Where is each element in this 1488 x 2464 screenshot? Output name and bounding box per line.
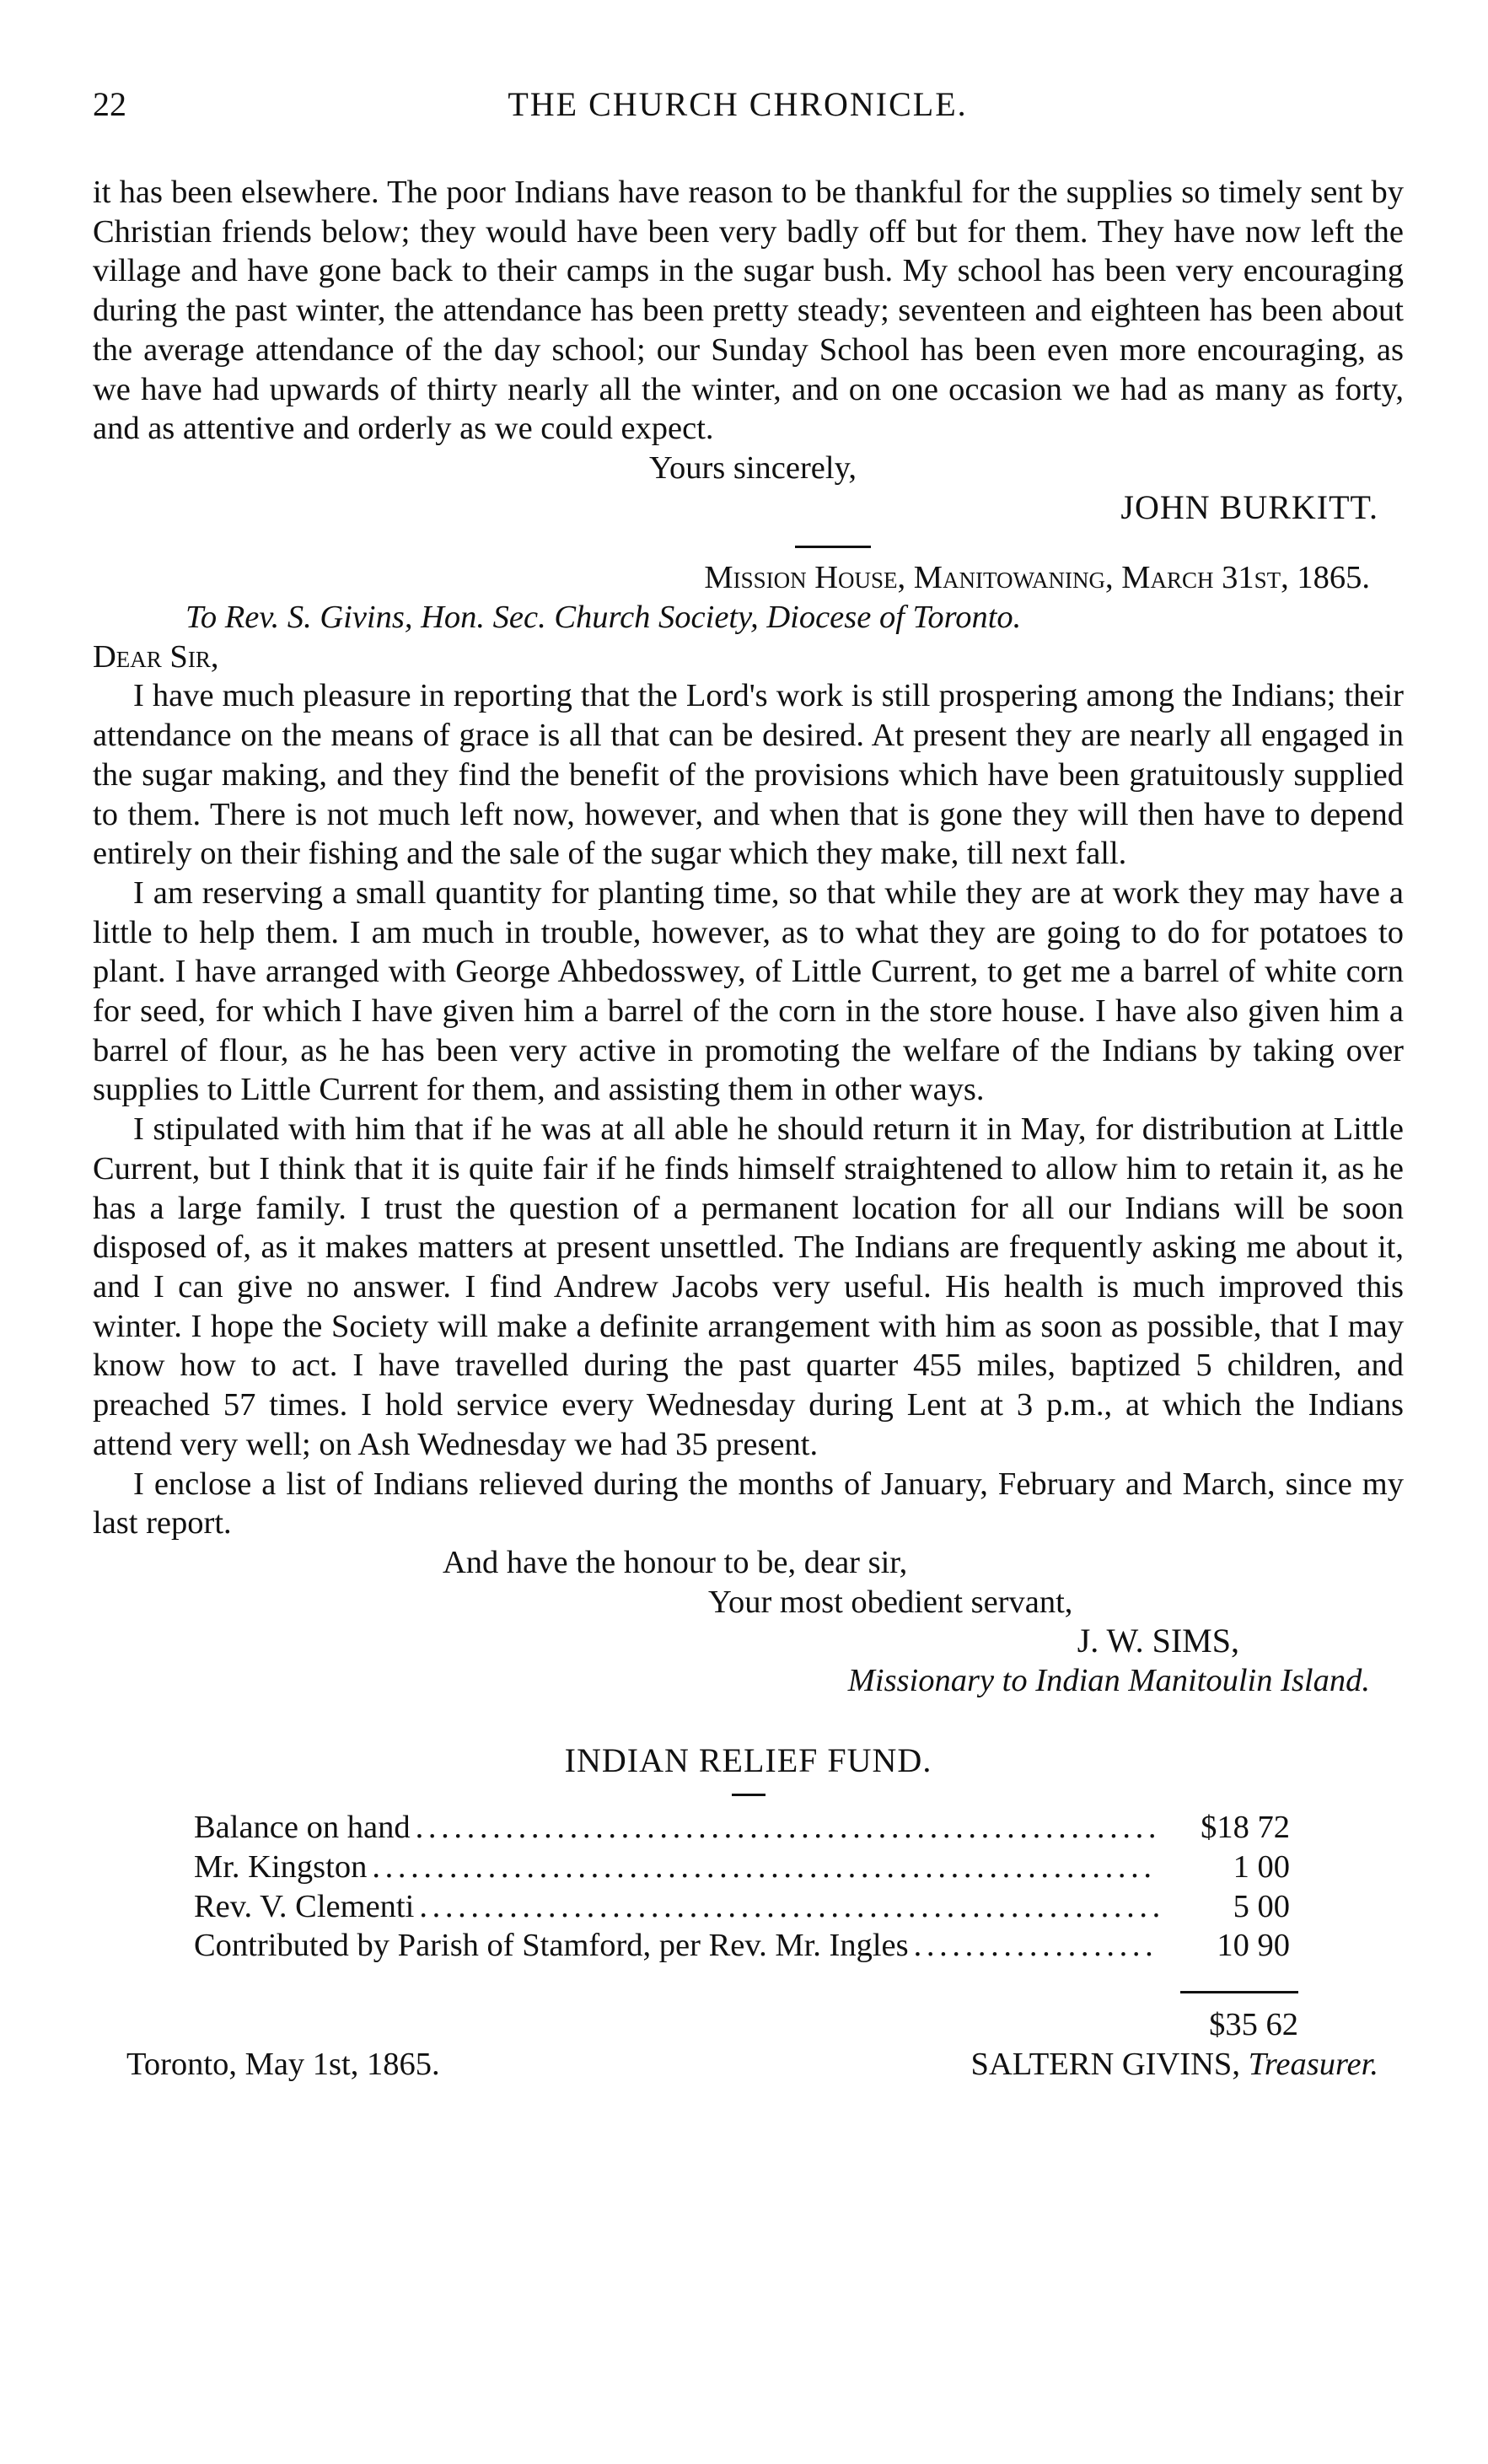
running-title: THE CHURCH CHRONICLE. (508, 85, 968, 123)
fund-row-label: Contributed by Parish of Stamford, per Rev. Mr. Ingles (194, 1928, 909, 1964)
page-number: 22 (93, 85, 126, 123)
fund-total: $35 62 (1209, 2007, 1298, 2043)
section-divider (795, 546, 871, 548)
total-rule (1180, 1991, 1298, 1993)
article-body (93, 173, 1404, 2085)
fund-treasurer (971, 2045, 1378, 2085)
letter1-signature: JOHN BURKITT. (1120, 487, 1378, 526)
fund-row-amount: 5 00 (1233, 1888, 1290, 1924)
fund-total-line (93, 2005, 1404, 2045)
dot-leader (372, 1848, 1158, 1887)
letter2-dateline: Mission House, Manitowaning, March 31st, 1865. (704, 560, 1370, 596)
letter2-closing-1: And have the honour to be, dear sir, (443, 1544, 908, 1580)
letter2-paragraph: I enclose a list of Indians relieved during the months of January, February and March, since my last report. (93, 1466, 1404, 1541)
fund-row-amount: $18 72 (1201, 1810, 1290, 1846)
page-header (93, 84, 1383, 135)
letter2-paragraph: I have much pleasure in reporting that the Lord's work is still prospering among the Indians; their attendance on the means of grace is all that can be desired. At present they are nearly all engaged in the sugar making, and they find the benefit of the provisions which have been gratuitously supplied to them. There is not much left now, however, and when that is gone they will then have to depend entirely on their fishing and the sale of the sugar which they make, till next fall. (93, 678, 1404, 872)
fund-date: Toronto, May 1st, 1865. (126, 2046, 440, 2082)
dot-leader (416, 1808, 1158, 1848)
fund-row-amount: 1 00 (1233, 1849, 1290, 1886)
fund-row (194, 1887, 1290, 1927)
letter2-closing-2: Your most obedient servant, (708, 1584, 1073, 1620)
letter1-closing: Yours sincerely, (649, 449, 857, 486)
fund-table (194, 1808, 1290, 1966)
fund-row (194, 1848, 1290, 1887)
letter2-paragraph: I am reserving a small quantity for planting time, so that while they are at work they may have a little to help them. I am much in trouble, however, as to what they are going to do for potatoes to plant. I have arranged with George Ahbedosswey, of Little Current, to get me a barrel of white corn for seed, for which I have given him a barrel of the corn in the store house. I have also given him a barrel of flour, as he has been very active in promoting the welfare of the Indians by taking over supplies to Little Current for them, and assisting them in other ways. (93, 874, 1404, 1108)
letter2-addressee: To Rev. S. Givins, Hon. Sec. Church Society, Diocese of Toronto. (185, 600, 1022, 636)
treasurer-name: SALTERN GIVINS, (970, 2046, 1240, 2082)
treasurer-role: Treasurer. (1248, 2046, 1378, 2082)
fund-title-divider (732, 1794, 765, 1796)
fund-row (194, 1808, 1290, 1848)
fund-row-label: Mr. Kingston (194, 1849, 368, 1886)
letter2-paragraph: I stipulated with him that if he was at all able he should return it in May, for distribution at Little Current, but I think that it is quite fair if he finds himself straightened to allow him to retain it, as he has a large family. I trust the question of a permanent location for all our Indians will be soon disposed of, as it makes matters at present unsettled. The Indians are frequently asking me about it, and I can give no answer. I find Andrew Jacobs very useful. His health is much improved this winter. I hope the Society will make a definite arrangement with him as soon as possible, that I may know how to act. I have travelled during the past quarter 455 miles, baptized 5 children, and preached 57 times. I hold service every Wednesday during Lent at 3 p.m., at which the Indians attend very well; on Ash Wednesday we had 35 present. (93, 1111, 1404, 1462)
letter2-salutation: Dear Sir, (93, 638, 219, 675)
letter1-paragraph: it has been elsewhere. The poor Indians have reason to be thankful for the supplies so timely sent by Christian friends below; they would have been very badly off but for them. They have now left the village and have gone back to their camps in the sugar bush. My school has been very encouraging during the past winter, the attendance has been pretty steady; seventeen and eighteen has been about the average attendance of the day school; our Sunday School has been even more encouraging, as we have had upwards of thirty nearly all the winter, and on one occasion we had as many as forty, and as attentive and orderly as we could expect. (93, 175, 1404, 447)
dot-leader (419, 1887, 1158, 1927)
fund-row-label: Balance on hand (194, 1810, 411, 1846)
fund-row-label: Rev. V. Clementi (194, 1888, 415, 1924)
fund-title: INDIAN RELIEF FUND. (564, 1740, 932, 1779)
dot-leader (914, 1926, 1158, 1966)
fund-row-amount: 10 90 (1217, 1928, 1290, 1964)
letter2-signature-title: Missionary to Indian Manitoulin Island. (847, 1663, 1370, 1699)
fund-footer (93, 2045, 1404, 2085)
letter2-signature: J. W. SIMS, (1077, 1622, 1239, 1660)
fund-row (194, 1926, 1290, 1966)
